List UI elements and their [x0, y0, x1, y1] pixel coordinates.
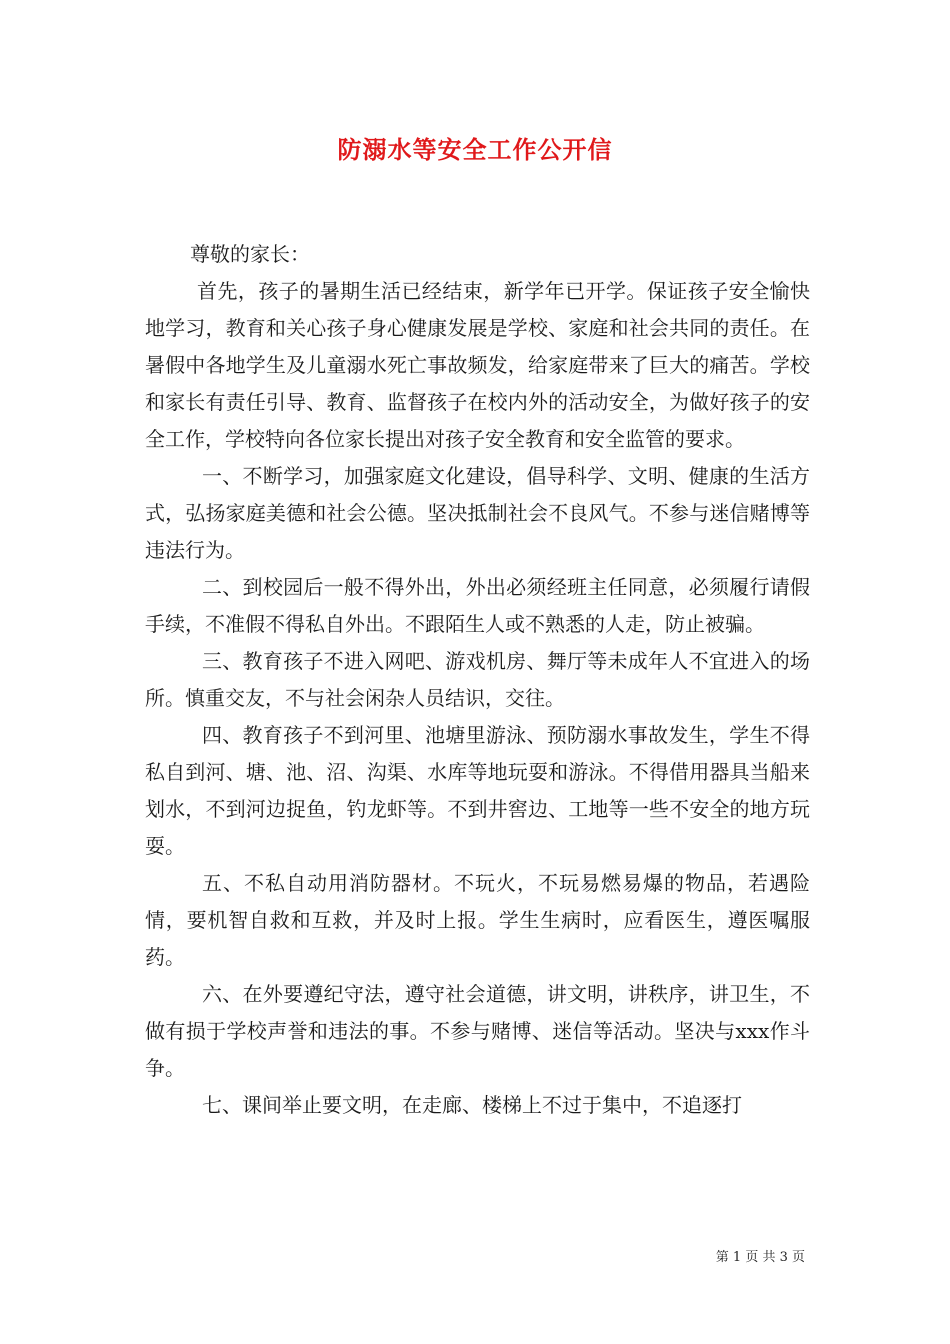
paragraph-item-4: 四、教育孩子不到河里、池塘里游泳、预防溺水事故发生，学生不得私自到河、塘、池、沼、沟渠、水库等地玩耍和游泳。不得借用器具当船来划水，不到河边捉鱼，钓龙虾等。不到井窖边、工地等一些不安全的地方玩耍。: [145, 723, 810, 858]
paragraph-item-3: 三、教育孩子不进入网吧、游戏机房、舞厅等未成年人不宜进入的场所。慎重交友，不与社会闲杂人员结识，交往。: [145, 649, 810, 710]
paragraph-intro: 首先，孩子的暑期生活已经结束，新学年已开学。保证孩子安全愉快地学习，教育和关心孩子身心健康发展是学校、家庭和社会共同的责任。在暑假中各地学生及儿童溺水死亡事故频发，给家庭带来了巨大的痛苦。学校和家长有责任引导、教育、监督孩子在校内外的活动安全，为做好孩子的安全工作，学校特向各位家长提出对孩子安全教育和安全监管的要求。: [145, 279, 810, 451]
salutation: 尊敬的家长：: [190, 242, 310, 266]
paragraph-item-1: 一、不断学习，加强家庭文化建设，倡导科学、文明、健康的生活方式，弘扬家庭美德和社会公德。坚决抵制社会不良风气。不参与迷信赌博等违法行为。: [145, 464, 810, 562]
document-title: 防溺水等安全工作公开信: [337, 135, 613, 164]
paragraph-item-2: 二、到校园后一般不得外出，外出必须经班主任同意，必须履行请假手续，不准假不得私自外出。不跟陌生人或不熟悉的人走，防止被骗。: [145, 575, 810, 636]
paragraph-item-6: 六、在外要遵纪守法，遵守社会道德，讲文明，讲秩序，讲卫生，不做有损于学校声誉和违法的事。不参与赌博、迷信等活动。坚决与xxx作斗争。: [145, 982, 810, 1080]
letter-body: [145, 236, 810, 1124]
paragraph-item-5: 五、不私自动用消防器材。不玩火，不玩易燃易爆的物品，若遇险情，要机智自救和互救，并及时上报。学生生病时，应看医生，遵医嘱服药。: [145, 871, 810, 969]
paragraph-item-7: 七、课间举止要文明，在走廊、楼梯上不过于集中，不追逐打: [202, 1093, 742, 1117]
page-number-footer: 第 1 页 共 3 页: [715, 1250, 805, 1265]
